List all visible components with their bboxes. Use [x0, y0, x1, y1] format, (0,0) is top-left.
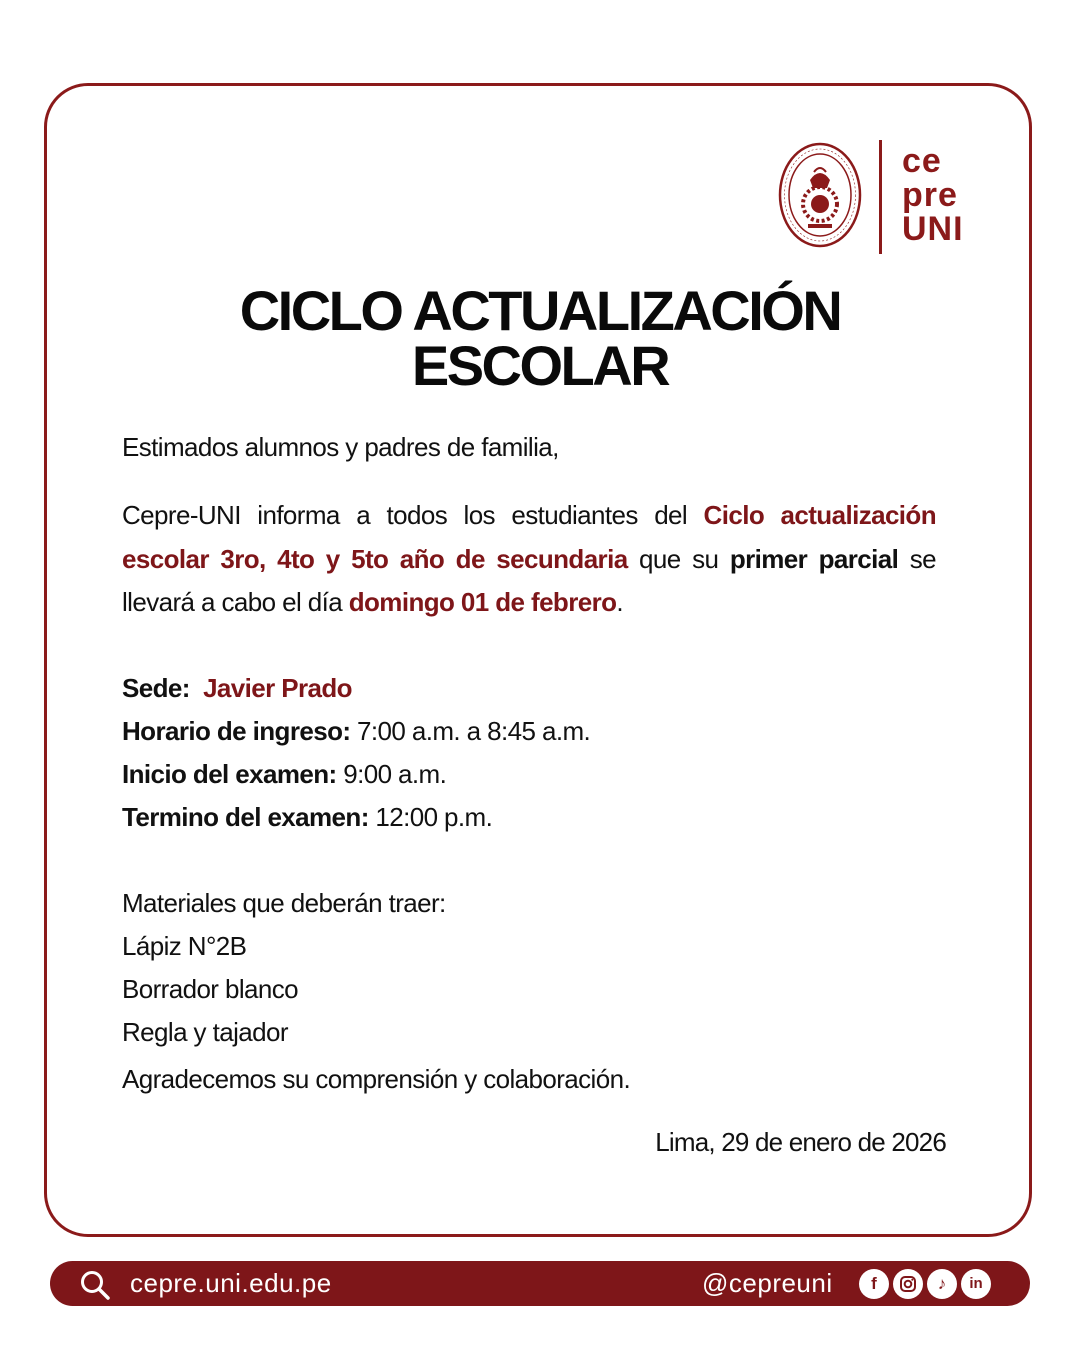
linkedin-icon[interactable]: in [961, 1269, 991, 1299]
sede-label: Sede: [122, 673, 190, 703]
list-item: Borrador blanco [122, 974, 298, 1004]
ingreso-row [122, 710, 936, 753]
ingreso-value: 7:00 a.m. a 8:45 a.m. [350, 716, 591, 746]
issue-date: Lima, 29 de enero de 2026 [655, 1127, 946, 1157]
termino-label: Termino del examen: [122, 802, 369, 832]
exam-details [122, 667, 936, 839]
sede-value: Javier Prado [203, 673, 352, 703]
logo-divider [879, 140, 882, 254]
sede-row [122, 667, 936, 710]
greeting: Estimados alumnos y padres de familia, [122, 432, 559, 462]
title-line-2: ESCOLAR [411, 334, 669, 397]
page-title [0, 279, 1080, 397]
facebook-icon[interactable]: f [859, 1269, 889, 1299]
social-handle[interactable]: @cepreuni [702, 1268, 833, 1298]
cepre-uni-wordmark [902, 144, 964, 246]
materials-heading: Materiales que deberán traer: [122, 888, 446, 918]
website-link[interactable]: cepre.uni.edu.pe [130, 1268, 332, 1298]
footer-bar [50, 1261, 1030, 1306]
uni-seal-icon [778, 142, 862, 248]
instagram-glyph [893, 1269, 923, 1299]
wordmark-line-1: ce [902, 142, 942, 180]
inicio-label: Inicio del examen: [122, 759, 337, 789]
list-item: Lápiz N°2B [122, 931, 247, 961]
inicio-row [122, 753, 936, 796]
ingreso-label: Horario de ingreso: [122, 716, 351, 746]
title-line-1: CICLO ACTUALIZACIÓN [239, 279, 841, 342]
cepre-uni-logo [778, 140, 978, 255]
tiktok-icon[interactable]: ♪ [927, 1269, 957, 1299]
announcement-paragraph [122, 494, 936, 625]
instagram-icon[interactable] [893, 1269, 923, 1299]
paragraph-text-2: que su [627, 543, 730, 574]
list-item: Regla y tajador [122, 1017, 288, 1047]
wordmark-line-3: UNI [902, 210, 964, 248]
materials-list [122, 882, 936, 1054]
inicio-value: 9:00 a.m. [336, 759, 447, 789]
search-icon [79, 1269, 111, 1301]
termino-value: 12:00 p.m. [368, 802, 493, 832]
termino-row [122, 796, 936, 839]
exam-name: primer parcial [729, 543, 899, 574]
paragraph-text-3: se llevará a cabo el día [122, 543, 936, 617]
thanks-text: Agradecemos su comprensión y colaboración. [122, 1064, 631, 1094]
paragraph-text-4: . [616, 587, 624, 617]
cycle-name: Ciclo actualización escolar 3ro, 4to y 5to año de secundaria [122, 500, 936, 574]
exam-day: domingo 01 de febrero [348, 587, 617, 617]
wordmark-line-2: pre [902, 176, 958, 214]
paragraph-text-1: Cepre-UNI informa a todos los estudiantes del [122, 500, 704, 530]
